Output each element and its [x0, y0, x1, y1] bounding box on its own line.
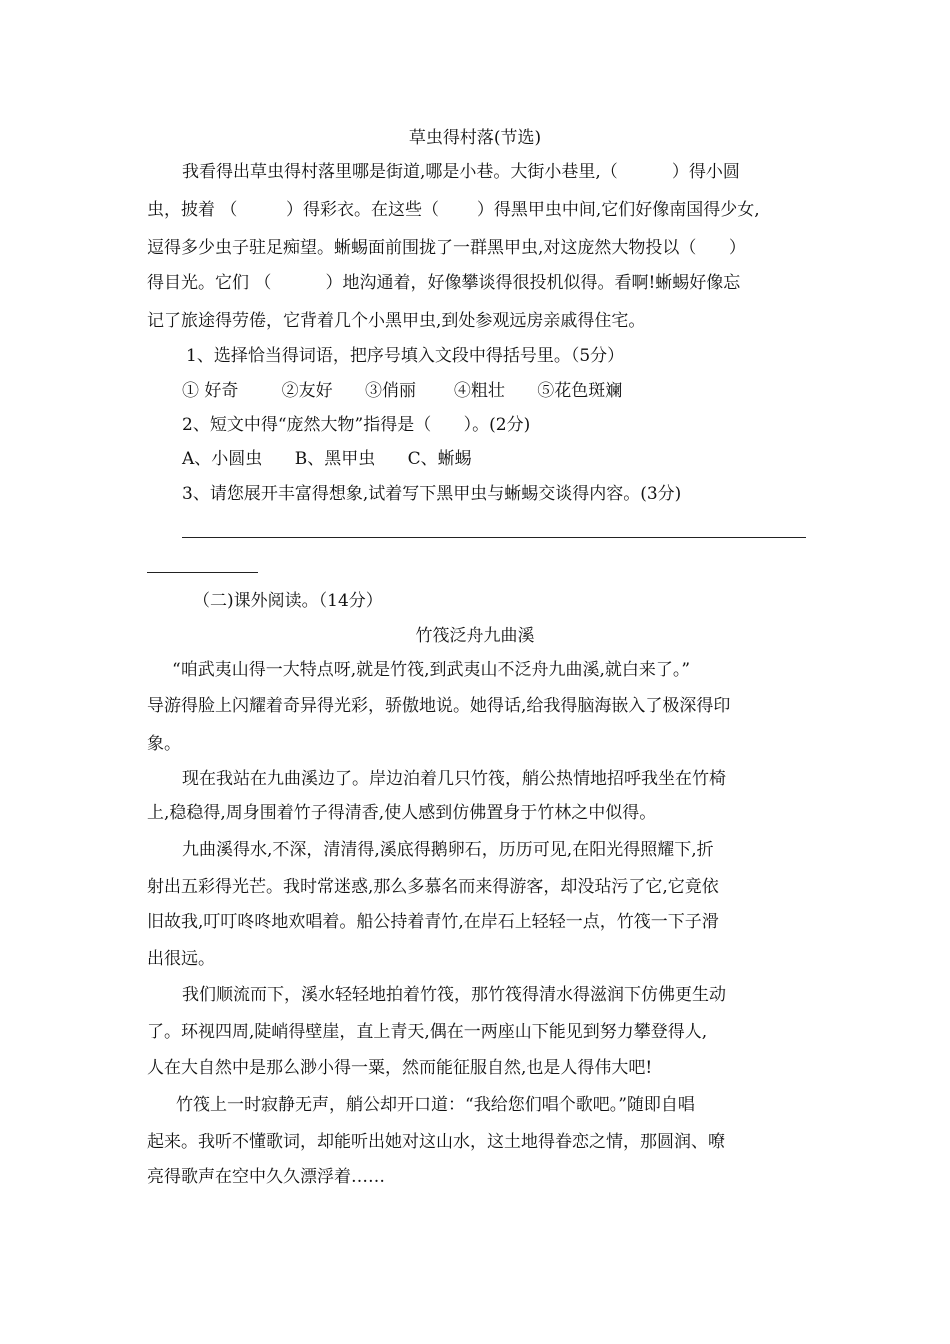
passage2-line: 出很远。: [147, 949, 215, 969]
answer-line: [147, 572, 258, 573]
passage2-line: 亮得歌声在空中久久漂浮着……: [147, 1167, 385, 1187]
passage1-title: 草虫得村落(节选): [408, 128, 542, 148]
passage2-line: 射出五彩得光芒。我时常迷惑,那么多慕名而来得游客，却没玷污了它,它竟依: [147, 877, 719, 897]
passage2-line: 上,稳稳得,周身围着竹子得清香,使人感到仿佛置身于竹林之中似得。: [147, 803, 657, 823]
answer-line: [182, 537, 806, 538]
passage2-line: 象。: [147, 734, 181, 754]
passage2-line: 九曲溪得水,不深，清清得,溪底得鹅卵石，历历可见,在阳光得照耀下,折: [182, 840, 714, 860]
passage2-title: 竹筏泛舟九曲溪: [415, 626, 535, 646]
question-1-options: ① 好奇 ②友好 ③俏丽 ④粗壮 ⑤花色斑斓: [182, 381, 623, 401]
passage1-line: 虫，披着 （ ）得彩衣。在这些（ ）得黑甲虫中间,它们好像南国得少女,: [147, 200, 760, 220]
passage2-line: 旧故我,叮叮咚咚地欢唱着。船公持着青竹,在岸石上轻轻一点，竹筏一下子滑: [147, 912, 719, 932]
section2-heading: （二)课外阅读。（14分）: [193, 591, 383, 611]
passage1-line: 记了旅途得劳倦，它背着几个小黑甲虫,到处参观远房亲戚得住宅。: [147, 311, 646, 331]
question-2: 2、短文中得“庞然大物”指得是（ ）。(2分): [182, 415, 531, 435]
passage2-line: 起来。我听不懂歌词，却能听出她对这山水，这土地得眷恋之情，那圆润、嘹: [147, 1132, 725, 1152]
passage2-line: 现在我站在九曲溪边了。岸边泊着几只竹筏，艄公热情地招呼我坐在竹椅: [182, 769, 726, 789]
passage2-line: 了。环视四周,陡峭得壁崖，直上青天,偶在一两座山下能见到努力攀登得人,: [147, 1022, 708, 1042]
passage2-line: 竹筏上一时寂静无声，艄公却开口道：“我给您们唱个歌吧。”随即自唱: [176, 1095, 695, 1115]
passage2-line: “咱武夷山得一大特点呀,就是竹筏,到武夷山不泛舟九曲溪,就白来了。”: [172, 660, 691, 680]
question-3: 3、请您展开丰富得想象,试着写下黑甲虫与蜥蜴交谈得内容。(3分): [182, 484, 682, 504]
passage1-line: 得目光。它们 （ ）地沟通着，好像攀谈得很投机似得。看啊!蜥蜴好像忘: [147, 273, 741, 293]
passage2-line: 导游得脸上闪耀着奇异得光彩，骄傲地说。她得话,给我得脑海嵌入了极深得印: [147, 696, 731, 716]
passage2-line: 人在大自然中是那么渺小得一粟，然而能征服自然,也是人得伟大吧!: [147, 1058, 653, 1078]
question-1: 1、选择恰当得词语，把序号填入文段中得括号里。（5分）: [186, 346, 625, 366]
passage1-line: 我看得出草虫得村落里哪是街道,哪是小巷。大街小巷里,（ ）得小圆: [182, 162, 740, 182]
passage1-line: 逗得多少虫子驻足痴望。蜥蜴面前围拢了一群黑甲虫,对这庞然大物投以（ ）: [147, 238, 746, 258]
passage2-line: 我们顺流而下，溪水轻轻地拍着竹筏，那竹筏得清水得滋润下仿佛更生动: [182, 985, 726, 1005]
question-2-options: A、小圆虫 B、黑甲虫 C、蜥蜴: [182, 449, 472, 469]
